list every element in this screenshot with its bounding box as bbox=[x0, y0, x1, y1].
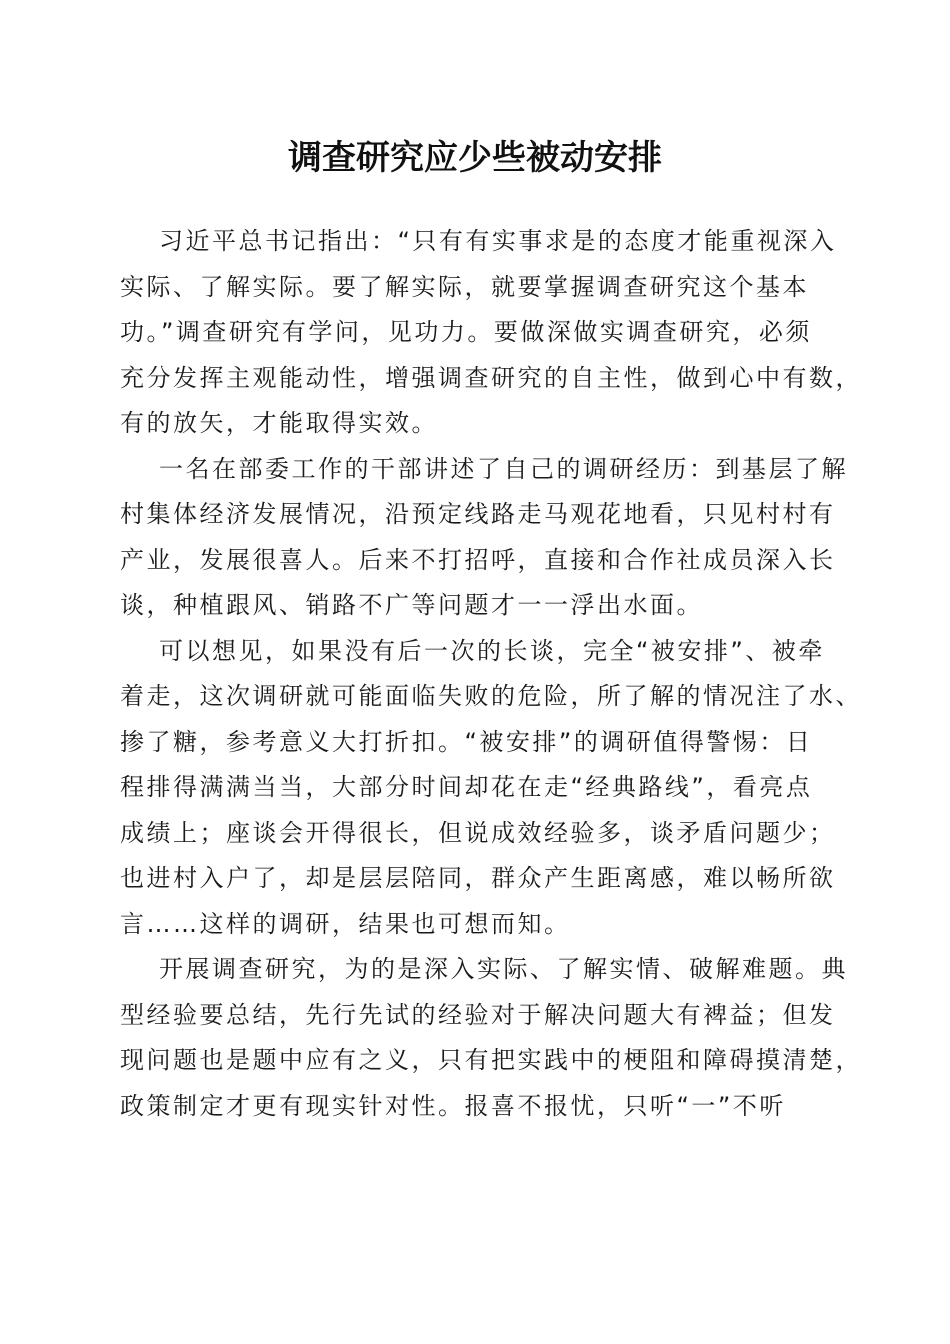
paragraph-2 bbox=[120, 447, 848, 629]
paragraph-4 bbox=[120, 947, 862, 1129]
paragraph-line: 习近平总书记指出：“只有有实事求是的态度才能重视深入 bbox=[159, 227, 837, 255]
paragraph-1 bbox=[120, 219, 862, 447]
paragraph-line: 也进村入户了，却是层层陪同，群众产生距离感，难以畅所欲 bbox=[120, 864, 836, 892]
paragraph-line: 村集体经济发展情况，沿预定线路走马观花地看，只见村村有 bbox=[120, 500, 836, 528]
paragraph-line: 功。”调查研究有学问，见功力。要做深做实调查研究，必须 bbox=[120, 318, 812, 346]
paragraph-line: 产业，发展很喜人。后来不打招呼，直接和合作社成员深入长 bbox=[120, 545, 836, 574]
paragraph-line: 政策制定才更有现实针对性。报喜不报忧，只听“一”不听 bbox=[120, 1091, 786, 1120]
paragraph-line: 成绩上；座谈会开得很长，但说成效经验多，谈矛盾问题少； bbox=[120, 818, 836, 847]
paragraph-line: 型经验要总结，先行先试的经验对于解决问题大有裨益；但发 bbox=[120, 1000, 836, 1029]
paragraph-line: 开展调查研究，为的是深入实际、了解实情、破解难题。典 bbox=[159, 955, 848, 983]
paragraph-line: 谈，种植跟风、销路不广等问题才一一浮出水面。 bbox=[120, 591, 703, 619]
document-title: 调查研究应少些被动安排 bbox=[288, 138, 662, 178]
paragraph-line: 可以想见，如果没有后一次的长谈，完全“被安排”、被牵 bbox=[159, 636, 825, 665]
paragraph-3 bbox=[120, 629, 862, 948]
paragraph-line: 充分发挥主观能动性，增强调查研究的自主性，做到心中有数， bbox=[120, 363, 862, 392]
paragraph-line: 掺了糖，参考意义大打折扣。“被安排”的调研值得警惕：日 bbox=[120, 727, 813, 756]
paragraph-line: 实际、了解实际。要了解实际，就要掌握调查研究这个基本 bbox=[120, 272, 809, 301]
document-body bbox=[120, 219, 862, 1129]
paragraph-line: 一名在部委工作的干部讲述了自己的调研经历：到基层了解 bbox=[159, 454, 848, 483]
paragraph-line: 着走，这次调研就可能面临失败的危险，所了解的情况注了水、 bbox=[120, 682, 862, 710]
paragraph-line: 言……这样的调研，结果也可想而知。 bbox=[120, 909, 571, 938]
paragraph-line: 有的放矢，才能取得实效。 bbox=[120, 409, 438, 437]
paragraph-line: 程排得满满当当，大部分时间却花在走“经典路线”，看亮点 bbox=[120, 773, 813, 801]
paragraph-line: 现问题也是题中应有之义，只有把实践中的梗阻和障碍摸清楚， bbox=[120, 1046, 862, 1074]
